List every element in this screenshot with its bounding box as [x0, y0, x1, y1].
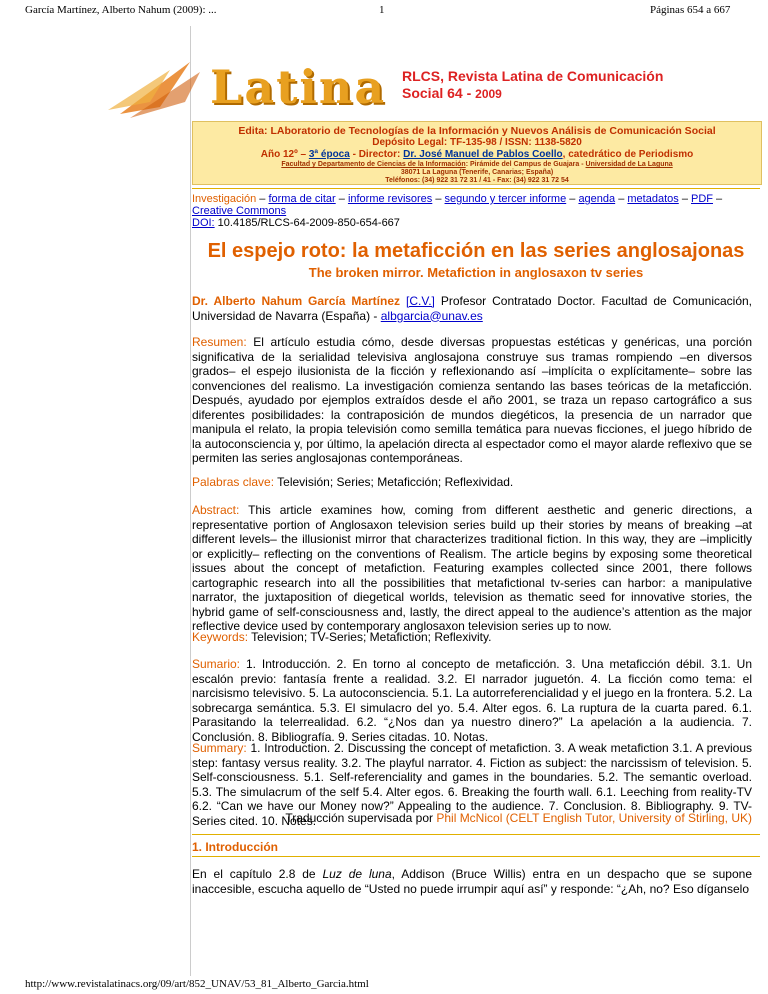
sumario-text: 1. Introducción. 2. En torno al concepto de metaficción. 3. Una metaficción débil. 3.1. Un escalón previo: fantasía frente a realidad. 3.2. El narrador juguetón. 4. La ficción como tema: el narcisismo televisivo. 5. La autoconsciencia. 5.1. La autorreferencialidad y el juego en la frontera. 5.2. La sobrecarga semántica. 5.3. El simulacro del yo. 5.4. Alter egos. 6. La ruptura de la cuarta pared. 6.1. Parasitando la telerrealidad. 6.2. “¿Nos dan ya nuestro dinero?” La apelación a la audiencia. 7. Conclusión. 8. Bibliografía. 9. Series citadas. 10. Notas. — [192, 657, 752, 744]
author-line — [192, 294, 752, 323]
resumen-label: Resumen: — [192, 335, 247, 349]
nav-dash: – — [615, 193, 628, 205]
logo-text: Latina — [210, 60, 387, 114]
divider — [192, 856, 760, 857]
masthead-line2: Social 64 - — [402, 85, 472, 101]
section-heading: 1. Introducción — [192, 840, 279, 854]
year-label: Año 12º – — [260, 149, 309, 160]
article-subtitle: The broken mirror. Metafiction in anglosaxon tv series — [308, 265, 644, 280]
nav-dash: – — [566, 193, 579, 205]
intro-text-1: En el capítulo 2.8 de — [192, 867, 323, 881]
article-title: El espejo roto: la metaficción en las series anglosajonas — [207, 240, 745, 262]
address: 38071 La Laguna (Tenerife, Canarias; España) — [400, 169, 554, 176]
second-report-link[interactable]: segundo y tercer informe — [444, 193, 567, 205]
email-link[interactable]: albgarcia@unav.es — [380, 308, 483, 323]
page-url: http://www.revistalatinacs.org/09/art/852_UNAV/53_81_Alberto_Garcia.html — [25, 978, 369, 990]
doi-value: 10.4185/RLCS-64-2009-850-654-667 — [214, 217, 400, 229]
campus-text: : Pirámide del Campus de Guajara - — [465, 161, 586, 168]
director-link[interactable]: Dr. José Manuel de Pablos Coello — [403, 149, 563, 160]
section-label: Investigación — [192, 193, 257, 205]
phones: Teléfonos: (34) 922 31 72 31 / 41 - Fax: (34) 922 31 72 54 — [385, 177, 569, 184]
nav-dash: – — [713, 193, 723, 205]
author-name: Dr. Alberto Nahum García Martínez — [192, 294, 401, 308]
abstract-label: Abstract: — [192, 503, 240, 517]
latina-logo — [100, 52, 387, 124]
metadata-link[interactable]: metadatos — [627, 193, 679, 205]
sumario-paragraph — [192, 657, 752, 744]
masthead-line1: RLCS, Revista Latina de Comunicación — [402, 68, 664, 84]
cite-link[interactable]: forma de citar — [268, 193, 336, 205]
nav-dash: – — [678, 193, 691, 205]
keywords-text: Television; TV-Series; Metafiction; Reflexivity. — [248, 630, 492, 644]
intro-paragraph — [192, 867, 752, 896]
page-range: Páginas 654 a 667 — [650, 4, 731, 16]
summary-label: Summary: — [192, 741, 247, 755]
palabras-label: Palabras clave: — [192, 475, 275, 489]
reviewers-report-link[interactable]: informe revisores — [347, 193, 433, 205]
publisher-box — [192, 121, 762, 185]
sumario-label: Sumario: — [192, 657, 241, 671]
university-link[interactable]: Universidad de La Laguna — [585, 161, 673, 168]
palabras-text: Televisión; Series; Metaficción; Reflexividad. — [274, 475, 514, 489]
keywords-label: Keywords: — [192, 630, 249, 644]
divider — [192, 834, 760, 835]
translation-note — [192, 811, 752, 826]
page-header-left: García Martínez, Alberto Nahum (2009): ... — [25, 4, 217, 16]
masthead-year: 2009 — [475, 87, 502, 101]
abstract-paragraph — [192, 503, 752, 634]
doi-link[interactable]: DOI: — [192, 217, 215, 229]
nav-dash: – — [432, 193, 445, 205]
author-affiliation: Profesor Contratado Doctor. Facultad de Comunicación, Universidad de Navarra (España) - — [192, 294, 753, 323]
pdf-link[interactable]: PDF — [691, 193, 713, 205]
article-nav — [192, 193, 752, 229]
nav-dash: – — [256, 193, 269, 205]
director-title: , catedrático de Periodismo — [562, 149, 694, 160]
nav-dash: – — [335, 193, 348, 205]
keywords-paragraph — [192, 630, 752, 645]
cv-link[interactable]: [C.V.] — [405, 294, 435, 308]
translator-name: Phil McNicol (CELT English Tutor, University of Stirling, UK) — [436, 811, 752, 825]
palabras-clave-paragraph — [192, 475, 752, 490]
epoca-link[interactable]: 3ª época — [308, 149, 350, 160]
divider — [192, 188, 760, 189]
intro-text-2: , Addison (Bruce Willis) entra en un despacho que se supone inaccesible, escucha aquello de “Usted no puede irrumpir aquí así” y responde: “¿Ah, no? Eso díganselo — [192, 867, 752, 896]
creative-commons-link[interactable]: Creative Commons — [192, 205, 287, 217]
faculty-link[interactable]: Facultad y Departamento de Ciencias de la Información — [281, 161, 466, 168]
publisher-line: Edita: LAboratorio de Tecnologías de la Información y Nuevos Análisis de Comunicación Social — [238, 125, 716, 137]
abstract-text: This article examines how, coming from different aesthetic and generic directions, a representative portion of Anglosaxon television series build up their stories by means of breaking –at different levels– the illusionist mirror that characterizes traditional fiction. In this way, they are –implicitly or explicitly– reflecting on the conventions of Realism. The article begins by exposing some theoretical issues about the concept of metafiction. Featuring examples collected since 2001, there follows cartographic research into all the possibilities that metafictional tv-series can harbor: a manipulative narrator, the juxtaposition of diegetical worlds, television as thematic seed for innovative stories, the hybrid game of self-consciousness and, lastly, the direct appeal to the audience’s attention as the major reflective device used by contemporary anglosaxon television series up to now. — [192, 503, 752, 633]
journal-masthead — [402, 68, 742, 103]
resumen-text: El artículo estudia cómo, desde diversas propuestas estéticas y genéricas, una porción significativa de la serialidad televisiva anglosajona construye sus tramas rompiendo –en diversos grados– el espejo ilusionista de la ficción y reflexionando así –implícita o explícitamente– sobre las convenciones del realismo. La investigación comienza sentando las bases teóricas de la metaficción. Después, ayudado por ejemplos extraídos desde el año 2001, se traza un repaso cartográfico a sus diferentes posibilidades: la contraposición de mundos diegéticos, la presencia de un narrador que manipula el relato, la propia televisión como semilla temática para nuevas ficciones, el juego híbrido de la autoconsciencia y, por último, la apelación directa al espectador como el mayor alarde reflexivo que se permiten las series anglosajonas contemporáneas. — [192, 335, 752, 465]
page-number: 1 — [379, 4, 385, 16]
series-title: Luz de luna — [322, 867, 392, 881]
agenda-link[interactable]: agenda — [578, 193, 616, 205]
summary-text: 1. Introduction. 2. Discussing the concept of metafiction. 3. A weak metafiction 3.1. A previous step: fantasy versus reality. 3.2. The playful narrator. 4. Fiction as subject: the narcissism of television. 5. Self-consciousness. 5.1. Self-referenciality and games in the boundaries. 5.2. The semantic overload. 5.3. The simulacrum of the self 5.4. Alter egos. 6. Breaking the fourth wall. 6.1. Leeching from reality-TV 6.2. “Can we have our Money now?” Appealing to the audience. 7. Conclusion. 8. Bibliography. 9. TV-Series cited. 10. Notes. — [192, 741, 752, 828]
director-label: - Director: — [349, 149, 404, 160]
translation-text: Traducción supervisada por — [285, 811, 437, 825]
legal-deposit: Depósito Legal: TF-135-98 / ISSN: 1138-5820 — [372, 137, 582, 148]
resumen-paragraph — [192, 335, 752, 466]
